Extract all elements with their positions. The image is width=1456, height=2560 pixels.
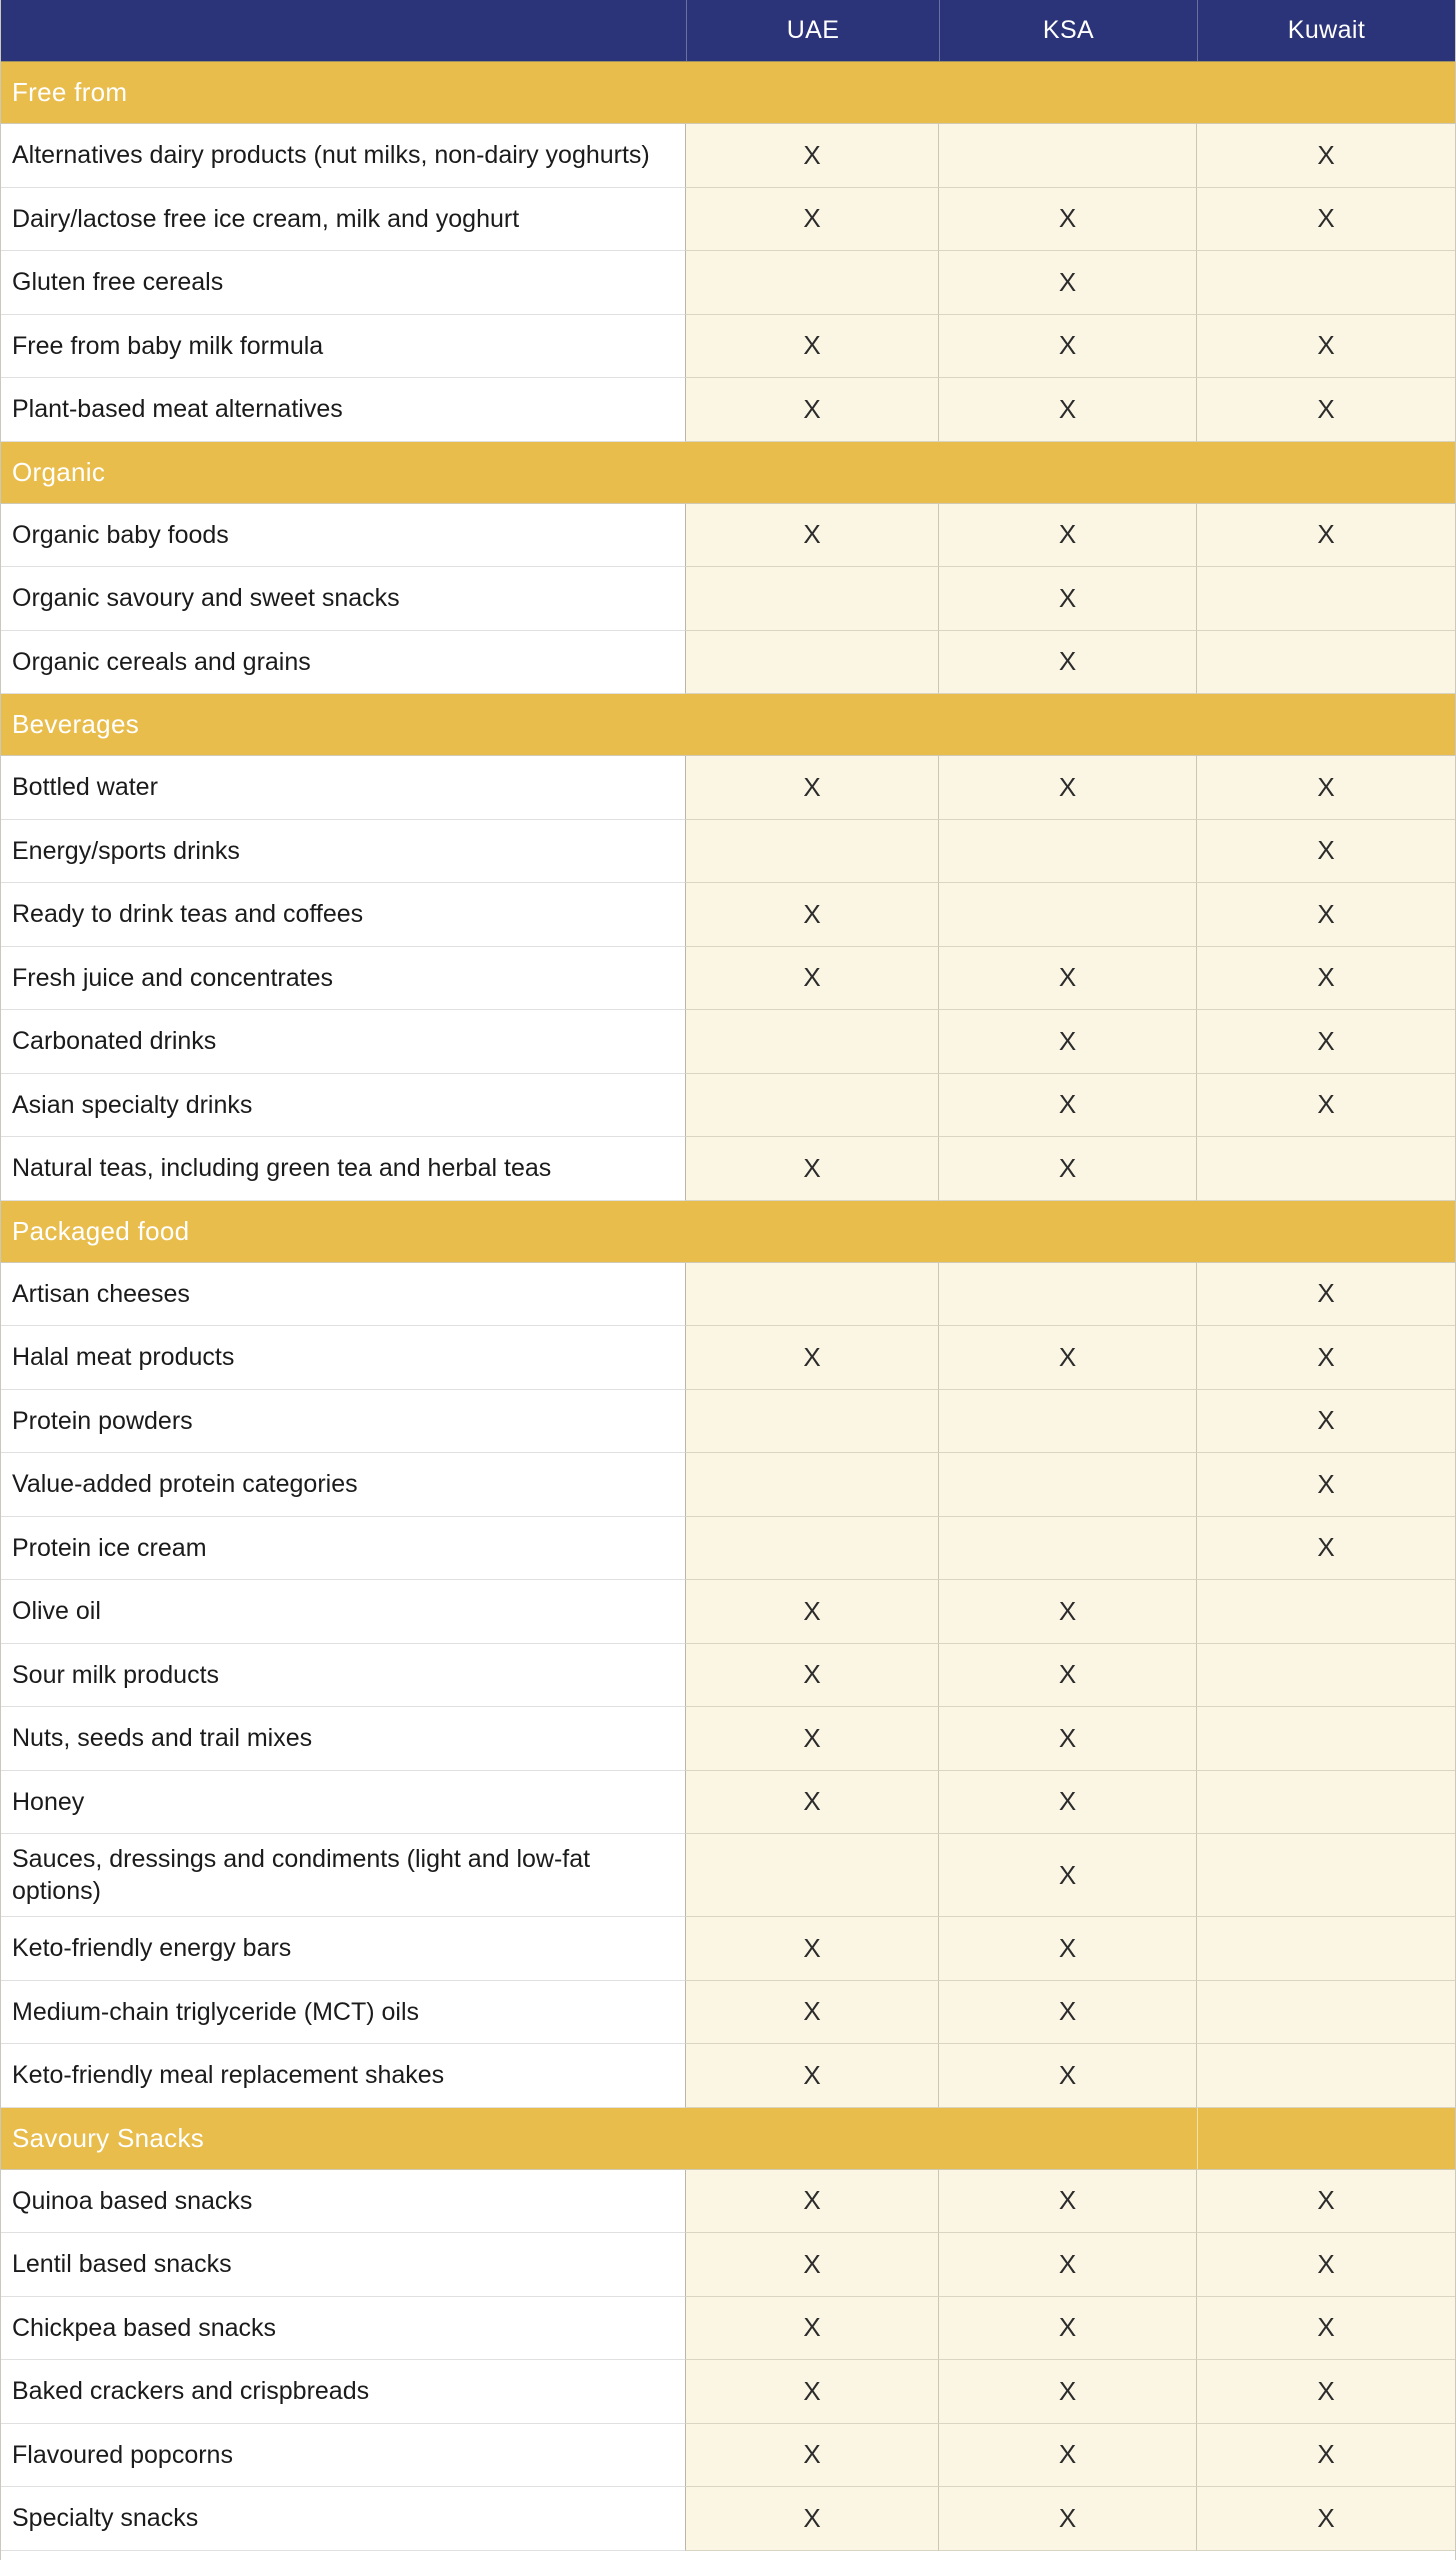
mark-cell-uae: X bbox=[686, 1771, 939, 1835]
table-row bbox=[1, 2487, 1455, 2551]
mark-cell-ksa: X bbox=[939, 2044, 1197, 2108]
mark-cell-kuwait bbox=[1197, 1137, 1455, 1201]
mark-cell-uae: X bbox=[686, 2424, 939, 2488]
row-label: Quinoa based snacks bbox=[1, 2170, 686, 2234]
table-row bbox=[1, 756, 1455, 820]
table-row bbox=[1, 1010, 1455, 1074]
table-row bbox=[1, 567, 1455, 631]
row-label: Ready to drink teas and coffees bbox=[1, 883, 686, 947]
mark-cell-kuwait: X bbox=[1197, 820, 1455, 884]
table-row bbox=[1, 2044, 1455, 2108]
row-label: Baked crackers and crispbreads bbox=[1, 2360, 686, 2424]
mark-cell-uae: X bbox=[686, 1326, 939, 1390]
mark-cell-uae: X bbox=[686, 947, 939, 1011]
row-label: Halal meat products bbox=[1, 1326, 686, 1390]
section-title: Beverages bbox=[12, 709, 139, 739]
row-label: Lentil based snacks bbox=[1, 2233, 686, 2297]
mark-cell-ksa: X bbox=[939, 567, 1197, 631]
mark-cell-ksa: X bbox=[939, 756, 1197, 820]
section-spacer-cell bbox=[939, 62, 1197, 123]
mark-cell-ksa: X bbox=[939, 2233, 1197, 2297]
mark-cell-ksa: X bbox=[939, 2297, 1197, 2361]
section-title-cell bbox=[1, 1201, 686, 1262]
row-label: Specialty snacks bbox=[1, 2487, 686, 2551]
mark-cell-uae bbox=[686, 1074, 939, 1138]
mark-cell-kuwait bbox=[1197, 1580, 1455, 1644]
section-spacer-cell bbox=[1197, 694, 1455, 755]
row-label: Gluten free cereals bbox=[1, 251, 686, 315]
section-spacer-cell bbox=[1197, 1201, 1455, 1262]
mark-cell-uae: X bbox=[686, 504, 939, 568]
mark-cell-uae bbox=[686, 1390, 939, 1454]
row-label: Organic cereals and grains bbox=[1, 631, 686, 695]
mark-cell-ksa bbox=[939, 820, 1197, 884]
mark-cell-uae: X bbox=[686, 883, 939, 947]
mark-cell-ksa: X bbox=[939, 1644, 1197, 1708]
mark-cell-kuwait: X bbox=[1197, 504, 1455, 568]
section-title: Savoury Snacks bbox=[12, 2122, 205, 2153]
mark-cell-uae: X bbox=[686, 2170, 939, 2234]
mark-cell-kuwait bbox=[1197, 1707, 1455, 1771]
mark-cell-ksa: X bbox=[939, 1771, 1197, 1835]
mark-cell-kuwait bbox=[1197, 251, 1455, 315]
mark-cell-kuwait: X bbox=[1197, 124, 1455, 188]
table-row bbox=[1, 947, 1455, 1011]
table-row bbox=[1, 2233, 1455, 2297]
row-label: Organic baby foods bbox=[1, 504, 686, 568]
table-row bbox=[1, 883, 1455, 947]
mark-cell-ksa: X bbox=[939, 1074, 1197, 1138]
row-label: Chickpea based snacks bbox=[1, 2297, 686, 2361]
mark-cell-uae: X bbox=[686, 378, 939, 442]
section-spacer-cell bbox=[686, 62, 939, 123]
section-spacer-cell bbox=[939, 694, 1197, 755]
section-spacer-cell bbox=[686, 1201, 939, 1262]
mark-cell-uae bbox=[686, 820, 939, 884]
row-label: Fresh juice and concentrates bbox=[1, 947, 686, 1011]
mark-cell-kuwait bbox=[1197, 1644, 1455, 1708]
section-title: Packaged food bbox=[12, 1215, 190, 1246]
section-spacer-cell bbox=[939, 2108, 1197, 2169]
mark-cell-uae: X bbox=[686, 1981, 939, 2045]
mark-cell-uae: X bbox=[686, 1917, 939, 1981]
header-col-uae: UAE bbox=[686, 0, 939, 61]
table-row bbox=[1, 315, 1455, 379]
row-label: Plant-based meat alternatives bbox=[1, 378, 686, 442]
row-label: Honey bbox=[1, 1771, 686, 1835]
table-row bbox=[1, 1326, 1455, 1390]
section-title: Organic bbox=[12, 456, 106, 487]
row-label: Value-added protein categories bbox=[1, 1453, 686, 1517]
mark-cell-ksa: X bbox=[939, 1137, 1197, 1201]
mark-cell-kuwait bbox=[1197, 567, 1455, 631]
table-row bbox=[1, 1074, 1455, 1138]
mark-cell-kuwait: X bbox=[1197, 2424, 1455, 2488]
table-row bbox=[1, 188, 1455, 252]
mark-cell-kuwait bbox=[1197, 1834, 1455, 1917]
mark-cell-uae bbox=[686, 1453, 939, 1517]
row-label: Keto-friendly meal replacement shakes bbox=[1, 2044, 686, 2108]
mark-cell-ksa: X bbox=[939, 2360, 1197, 2424]
table-row bbox=[1, 1644, 1455, 1708]
mark-cell-kuwait: X bbox=[1197, 1263, 1455, 1327]
row-label: Alternatives dairy products (nut milks, non-dairy yoghurts) bbox=[1, 124, 686, 188]
mark-cell-kuwait: X bbox=[1197, 1010, 1455, 1074]
row-label: Nuts, seeds and trail mixes bbox=[1, 1707, 686, 1771]
mark-cell-kuwait: X bbox=[1197, 2170, 1455, 2234]
mark-cell-uae: X bbox=[686, 2233, 939, 2297]
table-row bbox=[1, 1707, 1455, 1771]
mark-cell-ksa: X bbox=[939, 2424, 1197, 2488]
row-label: Medium-chain triglyceride (MCT) oils bbox=[1, 1981, 686, 2045]
mark-cell-ksa bbox=[939, 1517, 1197, 1581]
mark-cell-ksa: X bbox=[939, 1010, 1197, 1074]
row-label: Sauces, dressings and condiments (light and low-fat options) bbox=[1, 1834, 686, 1917]
mark-cell-ksa: X bbox=[939, 2487, 1197, 2551]
table-row bbox=[1, 504, 1455, 568]
mark-cell-kuwait: X bbox=[1197, 1390, 1455, 1454]
mark-cell-kuwait: X bbox=[1197, 188, 1455, 252]
mark-cell-kuwait: X bbox=[1197, 1326, 1455, 1390]
mark-cell-kuwait bbox=[1197, 2044, 1455, 2108]
mark-cell-kuwait: X bbox=[1197, 947, 1455, 1011]
table-row bbox=[1, 1517, 1455, 1581]
table-body bbox=[1, 62, 1455, 2551]
mark-cell-uae bbox=[686, 1517, 939, 1581]
mark-cell-kuwait bbox=[1197, 1771, 1455, 1835]
row-label: Dairy/lactose free ice cream, milk and yoghurt bbox=[1, 188, 686, 252]
mark-cell-kuwait: X bbox=[1197, 2360, 1455, 2424]
mark-cell-kuwait: X bbox=[1197, 2297, 1455, 2361]
table-row bbox=[1, 2297, 1455, 2361]
mark-cell-ksa: X bbox=[939, 504, 1197, 568]
row-label: Organic savoury and sweet snacks bbox=[1, 567, 686, 631]
table-row bbox=[1, 1771, 1455, 1835]
mark-cell-kuwait bbox=[1197, 1917, 1455, 1981]
mark-cell-uae: X bbox=[686, 1707, 939, 1771]
table-row bbox=[1, 1137, 1455, 1201]
mark-cell-uae: X bbox=[686, 1580, 939, 1644]
mark-cell-ksa: X bbox=[939, 2170, 1197, 2234]
mark-cell-kuwait: X bbox=[1197, 883, 1455, 947]
mark-cell-ksa: X bbox=[939, 1326, 1197, 1390]
section-spacer-cell bbox=[1197, 62, 1455, 123]
row-label: Artisan cheeses bbox=[1, 1263, 686, 1327]
header-col-kuwait: Kuwait bbox=[1197, 0, 1455, 61]
row-label: Free from baby milk formula bbox=[1, 315, 686, 379]
mark-cell-ksa: X bbox=[939, 947, 1197, 1011]
section-header-packaged-food bbox=[1, 1201, 1455, 1263]
table-row bbox=[1, 820, 1455, 884]
table-header-row bbox=[1, 0, 1455, 62]
row-label: Energy/sports drinks bbox=[1, 820, 686, 884]
table-row bbox=[1, 378, 1455, 442]
mark-cell-kuwait: X bbox=[1197, 2233, 1455, 2297]
mark-cell-kuwait: X bbox=[1197, 2487, 1455, 2551]
row-label: Protein powders bbox=[1, 1390, 686, 1454]
section-spacer-cell bbox=[686, 694, 939, 755]
mark-cell-ksa: X bbox=[939, 631, 1197, 695]
mark-cell-uae bbox=[686, 567, 939, 631]
mark-cell-ksa: X bbox=[939, 315, 1197, 379]
table-row bbox=[1, 1981, 1455, 2045]
section-header-savoury-snacks bbox=[1, 2108, 1455, 2170]
mark-cell-kuwait: X bbox=[1197, 378, 1455, 442]
mark-cell-uae: X bbox=[686, 2044, 939, 2108]
mark-cell-ksa bbox=[939, 1390, 1197, 1454]
mark-cell-uae: X bbox=[686, 124, 939, 188]
section-title-cell bbox=[1, 2108, 686, 2169]
section-spacer-cell bbox=[686, 2108, 939, 2169]
section-header-beverages bbox=[1, 694, 1455, 756]
table-row bbox=[1, 2360, 1455, 2424]
table-row bbox=[1, 1834, 1455, 1917]
table-row bbox=[1, 251, 1455, 315]
table-row bbox=[1, 1917, 1455, 1981]
row-label: Bottled water bbox=[1, 756, 686, 820]
section-header-free-from bbox=[1, 62, 1455, 124]
header-col-ksa: KSA bbox=[939, 0, 1197, 61]
mark-cell-kuwait bbox=[1197, 631, 1455, 695]
mark-cell-ksa: X bbox=[939, 378, 1197, 442]
section-title-cell bbox=[1, 442, 686, 503]
mark-cell-uae bbox=[686, 1010, 939, 1074]
row-label: Olive oil bbox=[1, 1580, 686, 1644]
mark-cell-uae: X bbox=[686, 2360, 939, 2424]
header-empty-cell bbox=[1, 0, 686, 61]
mark-cell-uae bbox=[686, 1834, 939, 1917]
table-row bbox=[1, 1390, 1455, 1454]
mark-cell-uae: X bbox=[686, 188, 939, 252]
mark-cell-ksa bbox=[939, 1263, 1197, 1327]
mark-cell-ksa: X bbox=[939, 188, 1197, 252]
row-label: Carbonated drinks bbox=[1, 1010, 686, 1074]
mark-cell-uae bbox=[686, 1263, 939, 1327]
section-title: Free from bbox=[12, 77, 128, 107]
section-spacer-cell bbox=[939, 442, 1197, 503]
section-spacer-cell bbox=[939, 1201, 1197, 1262]
mark-cell-uae: X bbox=[686, 1137, 939, 1201]
mark-cell-uae: X bbox=[686, 2487, 939, 2551]
row-label: Protein ice cream bbox=[1, 1517, 686, 1581]
table-row bbox=[1, 1263, 1455, 1327]
mark-cell-kuwait bbox=[1197, 1981, 1455, 2045]
table-row bbox=[1, 1580, 1455, 1644]
mark-cell-ksa: X bbox=[939, 1580, 1197, 1644]
mark-cell-kuwait: X bbox=[1197, 1074, 1455, 1138]
row-label: Asian specialty drinks bbox=[1, 1074, 686, 1138]
mark-cell-uae: X bbox=[686, 1644, 939, 1708]
mark-cell-ksa bbox=[939, 883, 1197, 947]
mark-cell-ksa: X bbox=[939, 1707, 1197, 1771]
table-row bbox=[1, 1453, 1455, 1517]
section-title-cell bbox=[1, 62, 686, 123]
table-row bbox=[1, 124, 1455, 188]
mark-cell-ksa bbox=[939, 124, 1197, 188]
mark-cell-kuwait: X bbox=[1197, 756, 1455, 820]
section-spacer-cell bbox=[1197, 442, 1455, 503]
section-title-cell bbox=[1, 694, 686, 755]
row-label: Keto-friendly energy bars bbox=[1, 1917, 686, 1981]
mark-cell-uae: X bbox=[686, 2297, 939, 2361]
section-header-organic bbox=[1, 442, 1455, 504]
mark-cell-ksa: X bbox=[939, 1981, 1197, 2045]
mark-cell-ksa: X bbox=[939, 1834, 1197, 1917]
mark-cell-kuwait: X bbox=[1197, 1517, 1455, 1581]
section-spacer-cell bbox=[686, 442, 939, 503]
mark-cell-ksa bbox=[939, 1453, 1197, 1517]
mark-cell-kuwait: X bbox=[1197, 1453, 1455, 1517]
table-row bbox=[1, 631, 1455, 695]
mark-cell-ksa: X bbox=[939, 1917, 1197, 1981]
mark-cell-uae: X bbox=[686, 315, 939, 379]
mark-cell-ksa: X bbox=[939, 251, 1197, 315]
row-label: Flavoured popcorns bbox=[1, 2424, 686, 2488]
mark-cell-uae bbox=[686, 631, 939, 695]
section-spacer-cell bbox=[1197, 2108, 1455, 2169]
mark-cell-uae bbox=[686, 251, 939, 315]
table-row bbox=[1, 2424, 1455, 2488]
mark-cell-kuwait: X bbox=[1197, 315, 1455, 379]
row-label: Natural teas, including green tea and herbal teas bbox=[1, 1137, 686, 1201]
row-label: Sour milk products bbox=[1, 1644, 686, 1708]
mark-cell-uae: X bbox=[686, 756, 939, 820]
table-row bbox=[1, 2170, 1455, 2234]
